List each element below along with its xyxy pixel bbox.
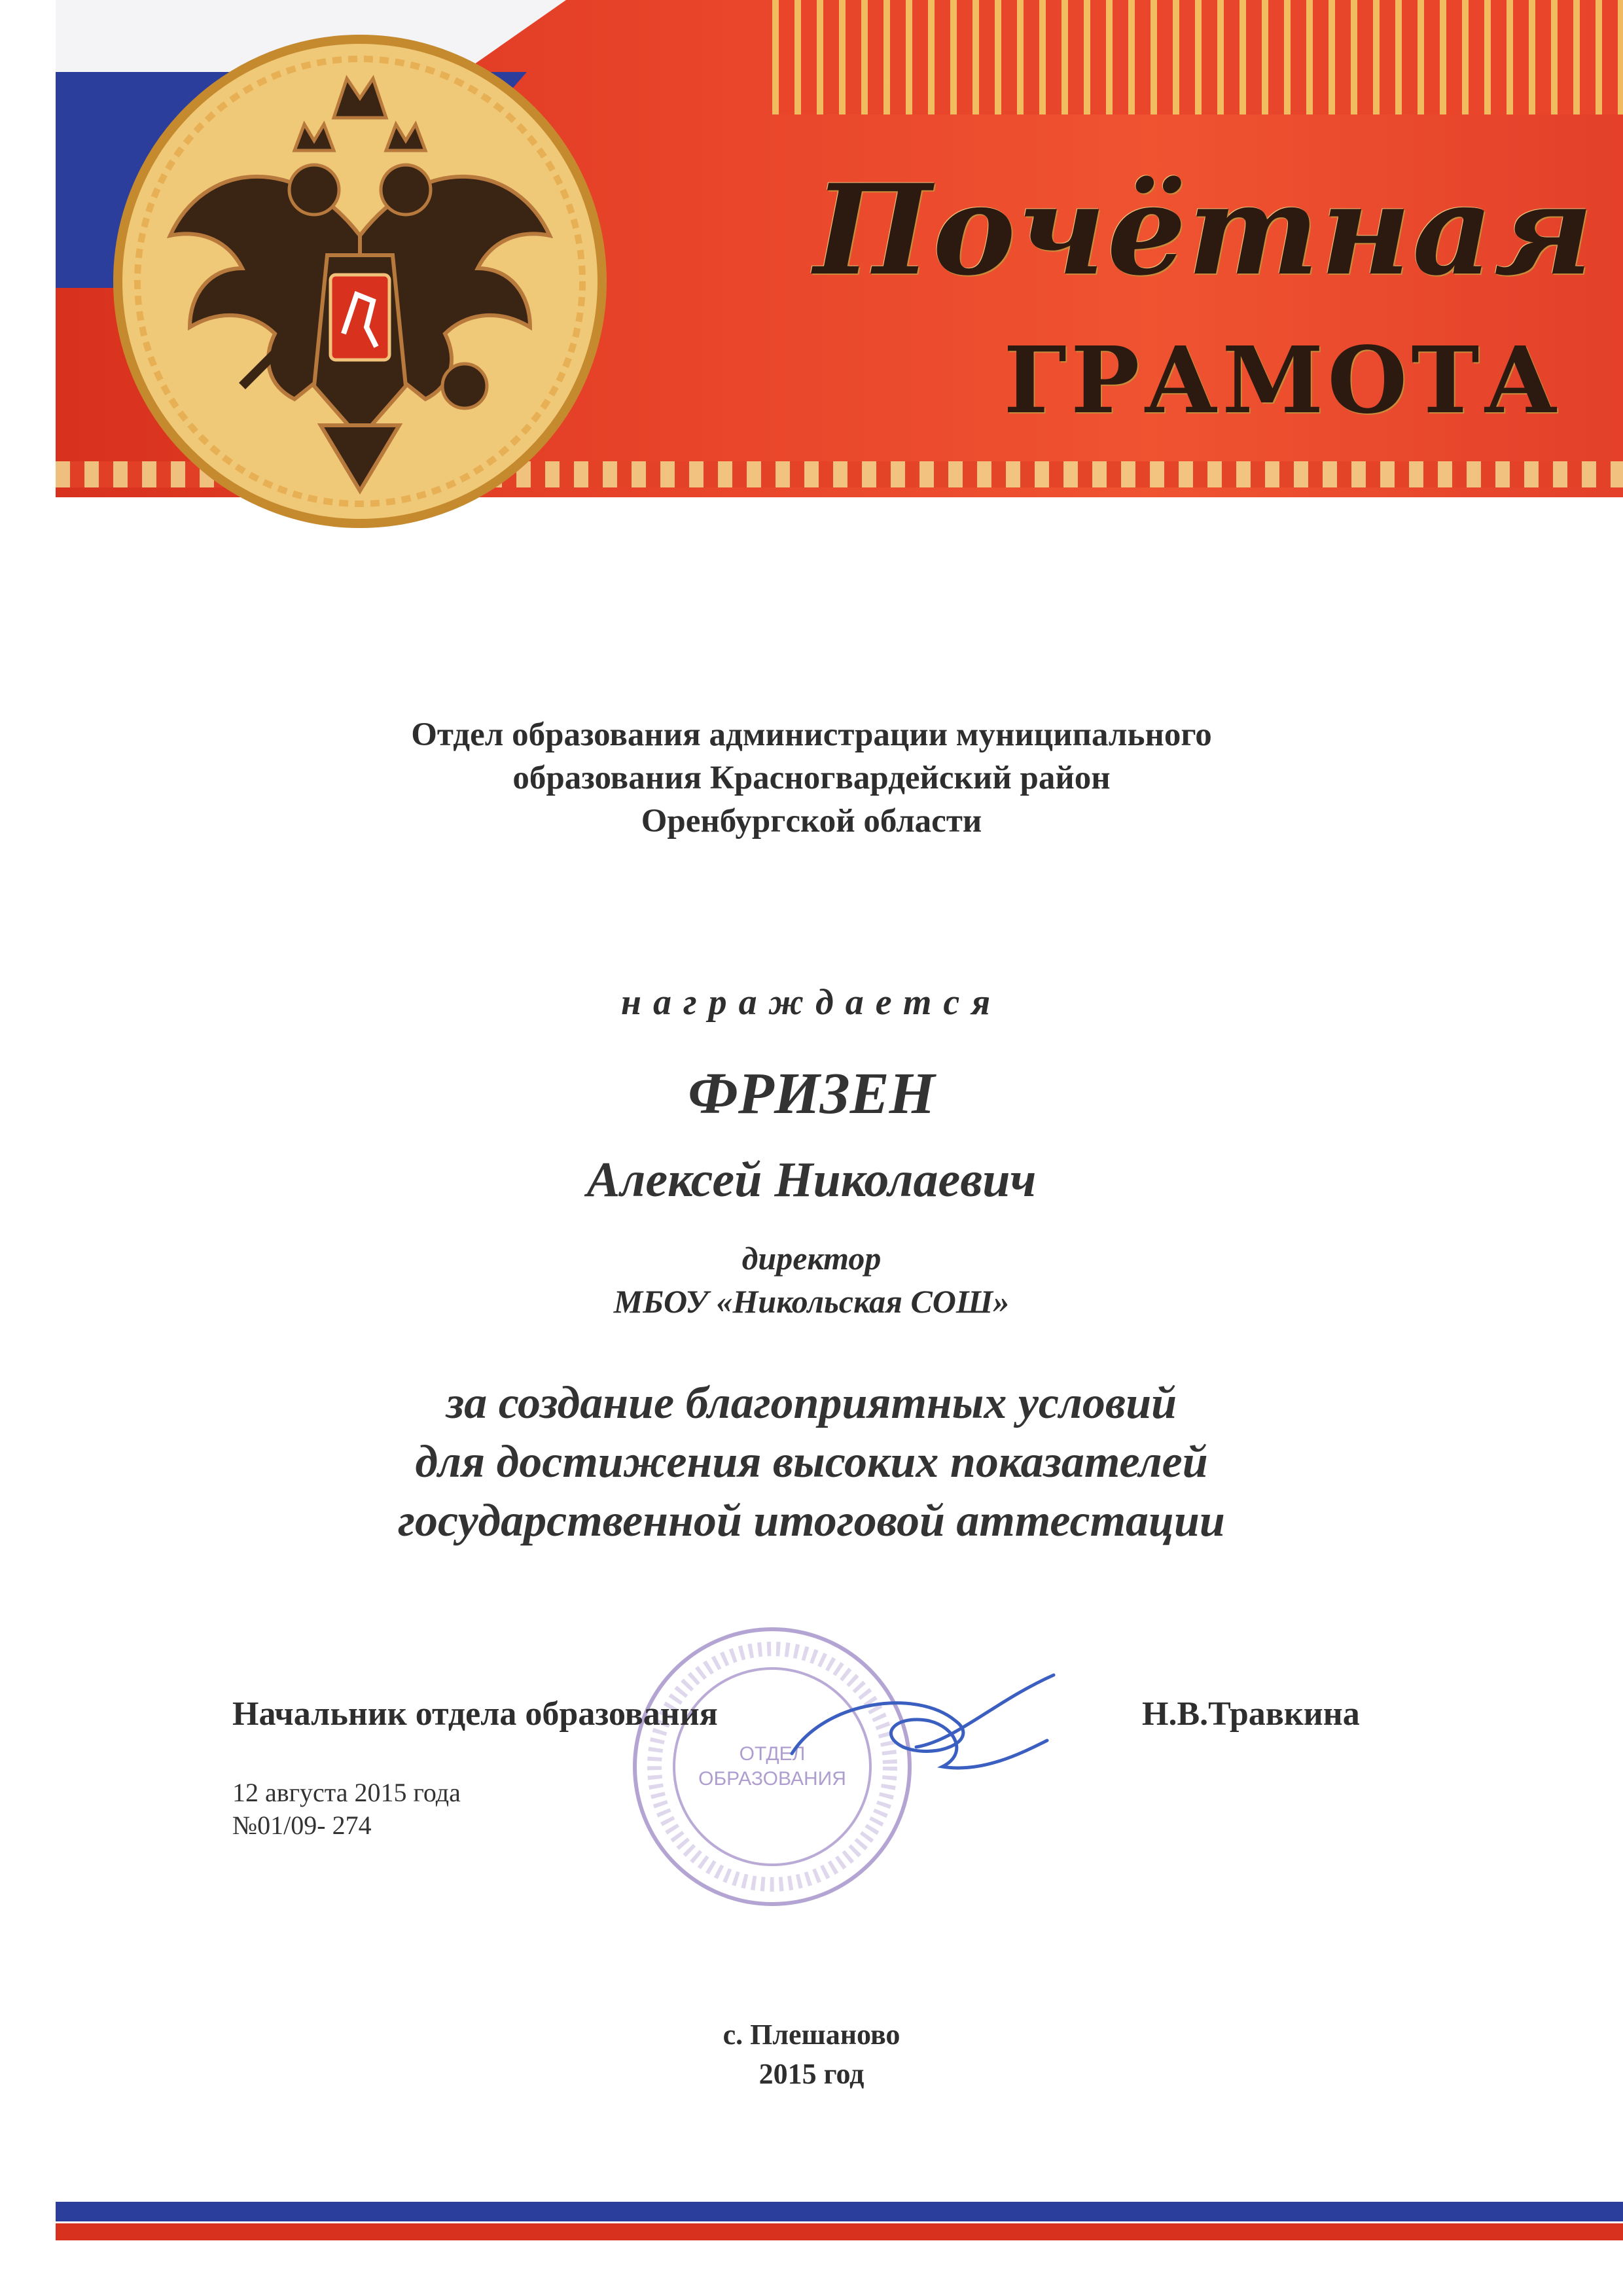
certificate-title-script: Почётная — [813, 157, 1595, 303]
recipient-surname: ФРИЗЕН — [688, 1061, 935, 1126]
place-and-year — [0, 2015, 1623, 2094]
organization-line: Оренбургской области — [641, 803, 982, 839]
organization-line: образования Красногвардейский район — [512, 760, 1111, 796]
awarded-label: награждается — [620, 982, 1003, 1023]
certificate-title-caps: ГРАМОТА — [1003, 327, 1562, 434]
bottom-flag-stripe-blue — [56, 2202, 1623, 2221]
reason-line: за создание благоприятных условий — [446, 1378, 1177, 1428]
handwritten-signature — [785, 1662, 1060, 1793]
signer-name: Н.В.Травкина — [1142, 1695, 1360, 1733]
place-name: с. Плешаново — [722, 2019, 901, 2051]
reason-line: государственной итоговой аттестации — [398, 1496, 1225, 1546]
signer-title: Начальник отдела образования — [232, 1695, 718, 1733]
recipient-given-names: Алексей Николаевич — [586, 1152, 1037, 1207]
organization-line: Отдел образования администрации муниципального — [411, 716, 1212, 753]
issuing-organization — [0, 713, 1623, 843]
gold-stripes-decoration — [772, 0, 1623, 115]
document-number: №01/09- 274 — [232, 1810, 372, 1840]
russian-coat-of-arms-icon — [98, 20, 622, 543]
award-reason — [0, 1374, 1623, 1551]
issue-date: 12 августа 2015 года — [232, 1778, 461, 1807]
recipient-position — [0, 1237, 1623, 1323]
year: 2015 год — [758, 2058, 865, 2090]
seal-text-line: ОТДЕЛ — [739, 1743, 806, 1765]
seal-text-line: ОБРАЗОВАНИЯ — [698, 1768, 846, 1790]
position-title: директор — [741, 1240, 882, 1277]
position-school: МБОУ «Никольская СОШ» — [613, 1283, 1010, 1320]
reason-line: для достижения высоких показателей — [415, 1437, 1208, 1487]
bottom-flag-stripe-red — [56, 2223, 1623, 2240]
issue-date-block — [232, 1776, 461, 1842]
